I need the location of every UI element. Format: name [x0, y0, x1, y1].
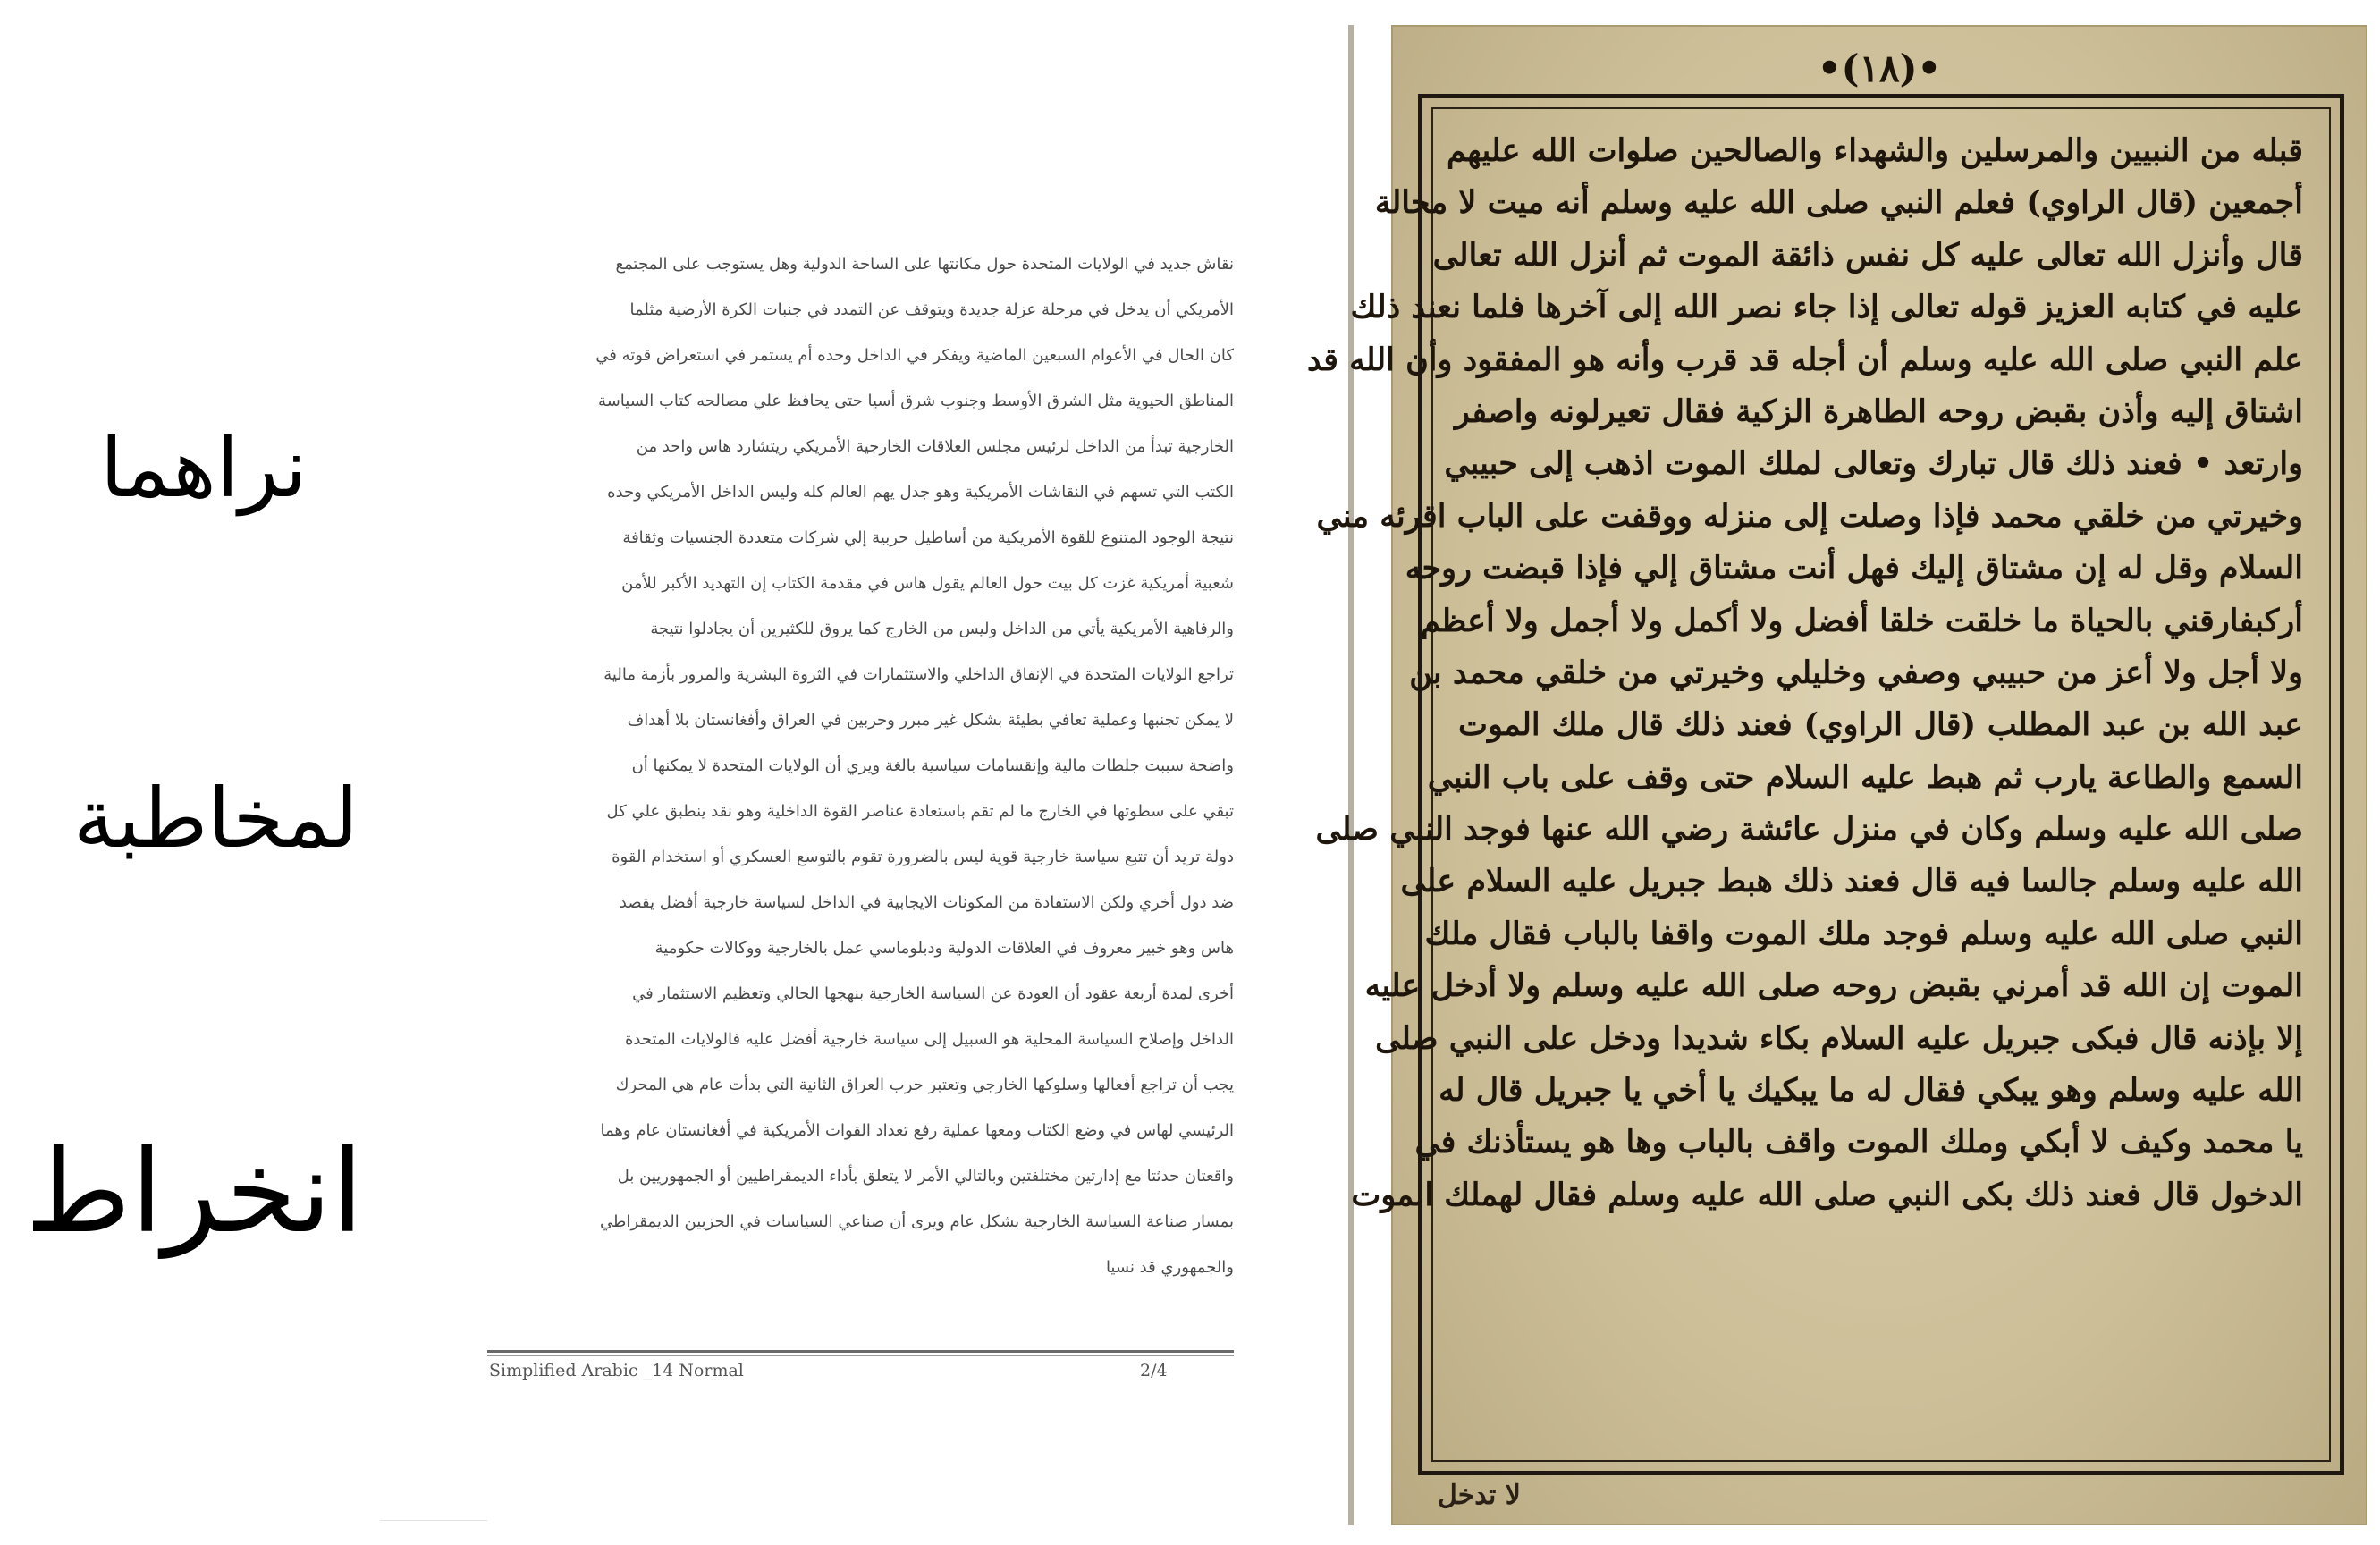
document-line: تبقي على سطوتها في الخارج ما لم تقم باستعادة عناصر القوة الداخلية وهو نقد ينطبق علي كل	[606, 802, 1234, 821]
scan-spine-edge	[1348, 25, 1354, 1525]
scan-line: الله عليه وسلم جالسا فيه قال فعند ذلك هبط جبريل عليه السلام على	[1400, 863, 2303, 900]
scan-line: أجمعين (قال الراوي) فعلم النبي صلى الله عليه وسلم أنه ميت لا محالة	[1374, 184, 2303, 222]
document-line: الداخل وإصلاح السياسة المحلية هو السبيل إلى سياسة خارجية أفضل عليه فالولايات المتحدة	[624, 1030, 1234, 1049]
scan-line: السلام وقل له إن مشتاق إليك فهل أنت مشتاق إلي فإذا قبضت روحه	[1405, 550, 2303, 587]
scan-text-block	[1306, 125, 2303, 1221]
scan-line: وارتعد • فعند ذلك قال تبارك وتعالى لملك الموت اذهب إلى حبيبي	[1444, 445, 2303, 483]
word-image-3: انخراط	[25, 1126, 364, 1259]
scan-line: السمع والطاعة يارب ثم هبط عليه السلام حتى وقف على باب النبي	[1427, 758, 2303, 796]
scan-line: أركبفارقني بالحياة ما خلقت خلقا أفضل ولا أكمل ولا أجمل ولا أعظم	[1421, 602, 2303, 639]
document-line: الكتب التي تسهم في النقاشات الأمريكية وهو جدل يهم العالم كله وليس الداخل الأمريكي وحده	[607, 483, 1234, 502]
scan-line: إلا بإذنه قال فبكى جبريل عليه السلام بكاء شديدا ودخل على النبي صلى	[1375, 1019, 2303, 1057]
document-line: واضحة سببت جلطات مالية وإنقسامات سياسية بالغة ويري أن الولايات المتحدة لا يمكنها أن	[631, 756, 1234, 775]
scan-line: ولا أجل ولا أعز من حبيبي وصفي وخليلي وخيرتي من خلقي محمد بن	[1409, 654, 2303, 691]
document-line: نقاش جديد في الولايات المتحدة حول مكانتها على الساحة الدولية وهل يستوجب على المجتمع	[615, 255, 1234, 274]
document-line: يجب أن تراجع أفعالها وسلوكها الخارجي وتعتبر حرب العراق الثانية التي بدأت عام هي المحرك	[615, 1076, 1234, 1094]
document-line: شعبية أمريكية غزت كل بيت حول العالم يقول هاس في مقدمة الكتاب إن التهديد الأكبر للأمن	[621, 574, 1234, 593]
footer-font-label: Simplified Arabic _14 Normal	[489, 1361, 744, 1380]
footer-divider	[487, 1350, 1234, 1353]
scan-line: علم النبي صلى الله عليه وسلم أن أجله قد قرب وأنه هو المفقود وأن الله قد	[1306, 341, 2303, 378]
document-line: الخارجية تبدأ من الداخل لرئيس مجلس العلاقات الخارجية الأمريكي ريتشارد هاس واحد من	[636, 437, 1234, 456]
word-image-1: نراهما	[100, 420, 308, 516]
scan-line: قال وأنزل الله تعالى عليه كل نفس ذائقة الموت ثم أنزل الله تعالى	[1432, 236, 2303, 274]
document-line: واقعتان حدثتا مع إدارتين مختلفتين وبالتالي الأمر لا يتعلق بأداء الديمقراطيين أو الجمهوريين بل	[617, 1167, 1234, 1186]
document-line: بمسار صناعة السياسة الخارجية بشكل عام ويرى أن صناعي السياسات في الحزبين الديمقراطي	[600, 1212, 1234, 1231]
scan-line: صلى الله عليه وسلم وكان في منزل عائشة رضي الله عنها فوجد النبي صلى	[1315, 811, 2303, 848]
scan-line: الموت إن الله قد أمرني بقبض روحه صلى الله عليه وسلم ولا أدخل عليه	[1364, 967, 2303, 1005]
document-line: الأمريكي أن يدخل في مرحلة عزلة جديدة ويتوقف عن التمدد في جنبات الكرة الأرضية مثلما	[629, 300, 1234, 319]
document-line: والجمهوري قد نسيا	[1105, 1258, 1234, 1277]
scan-line: وخيرتي من خلقي محمد فإذا وصلت إلى منزله ووقفت على الباب اقرئه مني	[1316, 497, 2303, 535]
scan-line: الدخول قال فعند ذلك بكى النبي صلى الله عليه وسلم فقال لهملك الموت	[1351, 1176, 2303, 1213]
footer-divider-thin	[487, 1355, 1234, 1356]
scan-catchword: لا تدخل	[1438, 1480, 1521, 1511]
scan-line: النبي صلى الله عليه وسلم فوجد ملك الموت واقفا بالباب فقال ملك	[1424, 915, 2303, 952]
document-line: ضد دول أخري ولكن الاستفادة من المكونات الايجابية في الداخل لسياسة خارجية أفضل يقصد	[619, 893, 1234, 912]
document-body	[487, 241, 1234, 1290]
document-line: تراجع الولايات المتحدة في الإنفاق الداخلي والاستثمارات في الثروة البشرية والمرور بأزمة مالية	[603, 665, 1234, 684]
scan-line: الله عليه وسلم وهو يبكي فقال له ما يبكيك يا أخي يا جبريل قال له	[1439, 1072, 2303, 1110]
document-line: المناطق الحيوية مثل الشرق الأوسط وجنوب شرق أسيا حتى يحافظ علي مصالحه كتاب السياسة	[598, 392, 1234, 410]
scan-line: يا محمد وكيف لا أبكي وملك الموت واقف بالباب وها هو يستأذنك في	[1414, 1124, 2303, 1161]
document-line: لا يمكن تجنبها وعملية تعافي بطيئة بشكل غير مبرر وحربين في العراق وأفغانستان بلا أهداف	[627, 711, 1234, 730]
scan-page-number: •(١٨)•	[1817, 46, 1942, 90]
scanned-manuscript-page	[1306, 25, 2367, 1525]
typed-document-page	[380, 224, 1234, 1520]
footer-page-number: 2/4	[1140, 1361, 1168, 1380]
document-line: نتيجة الوجود المتنوع للقوة الأمريكية من أساطيل حربية إلي شركات متعددة الجنسيات وثقافة	[622, 528, 1234, 547]
word-image-2: لمخاطبة	[73, 771, 359, 866]
scan-line: قبله من النبيين والمرسلين والشهداء والصالحين صلوات الله عليهم	[1447, 132, 2303, 169]
page-edge-line	[380, 1520, 487, 1521]
scan-line: عبد الله بن عبد المطلب (قال الراوي) فعند ذلك قال ملك الموت	[1458, 706, 2303, 744]
document-line: دولة تريد أن تتبع سياسة خارجية قوية ليس بالضرورة تقوم بالتوسع العسكري أو استخدام القوة	[612, 848, 1234, 866]
scan-text-frame	[1306, 94, 2344, 1475]
scan-line: عليه في كتابه العزيز قوله تعالى إذا جاء نصر الله إلى آخرها فلما نعند ذلك	[1350, 289, 2303, 326]
scan-line: اشتاق إليه وأذن بقبض روحه الطاهرة الزكية فقال تعيرلونه واصفر	[1454, 393, 2303, 430]
document-line: أخرى لمدة أربعة عقود أن العودة عن السياسة الخارجية بنهجها الحالي وتعظيم الاستثمار في	[632, 984, 1234, 1003]
document-line: الرئيسي لهاس في وضع الكتاب ومعها عملية رفع تعداد القوات الأمريكية في أفغانستان عام وهما	[600, 1121, 1234, 1140]
document-line: والرفاهية الأمريكية يأتي من الداخل وليس من الخارج كما يروق للكثيرين أن يجادلوا نتيجة	[650, 620, 1234, 638]
document-line: هاس وهو خبير معروف في العلاقات الدولية ودبلوماسي عمل بالخارجية ووكالات حكومية	[654, 939, 1234, 958]
document-line: كان الحال في الأعوام السبعين الماضية ويفكر في الداخل وحده أم يستمر في استعراض قوته في	[595, 346, 1234, 365]
